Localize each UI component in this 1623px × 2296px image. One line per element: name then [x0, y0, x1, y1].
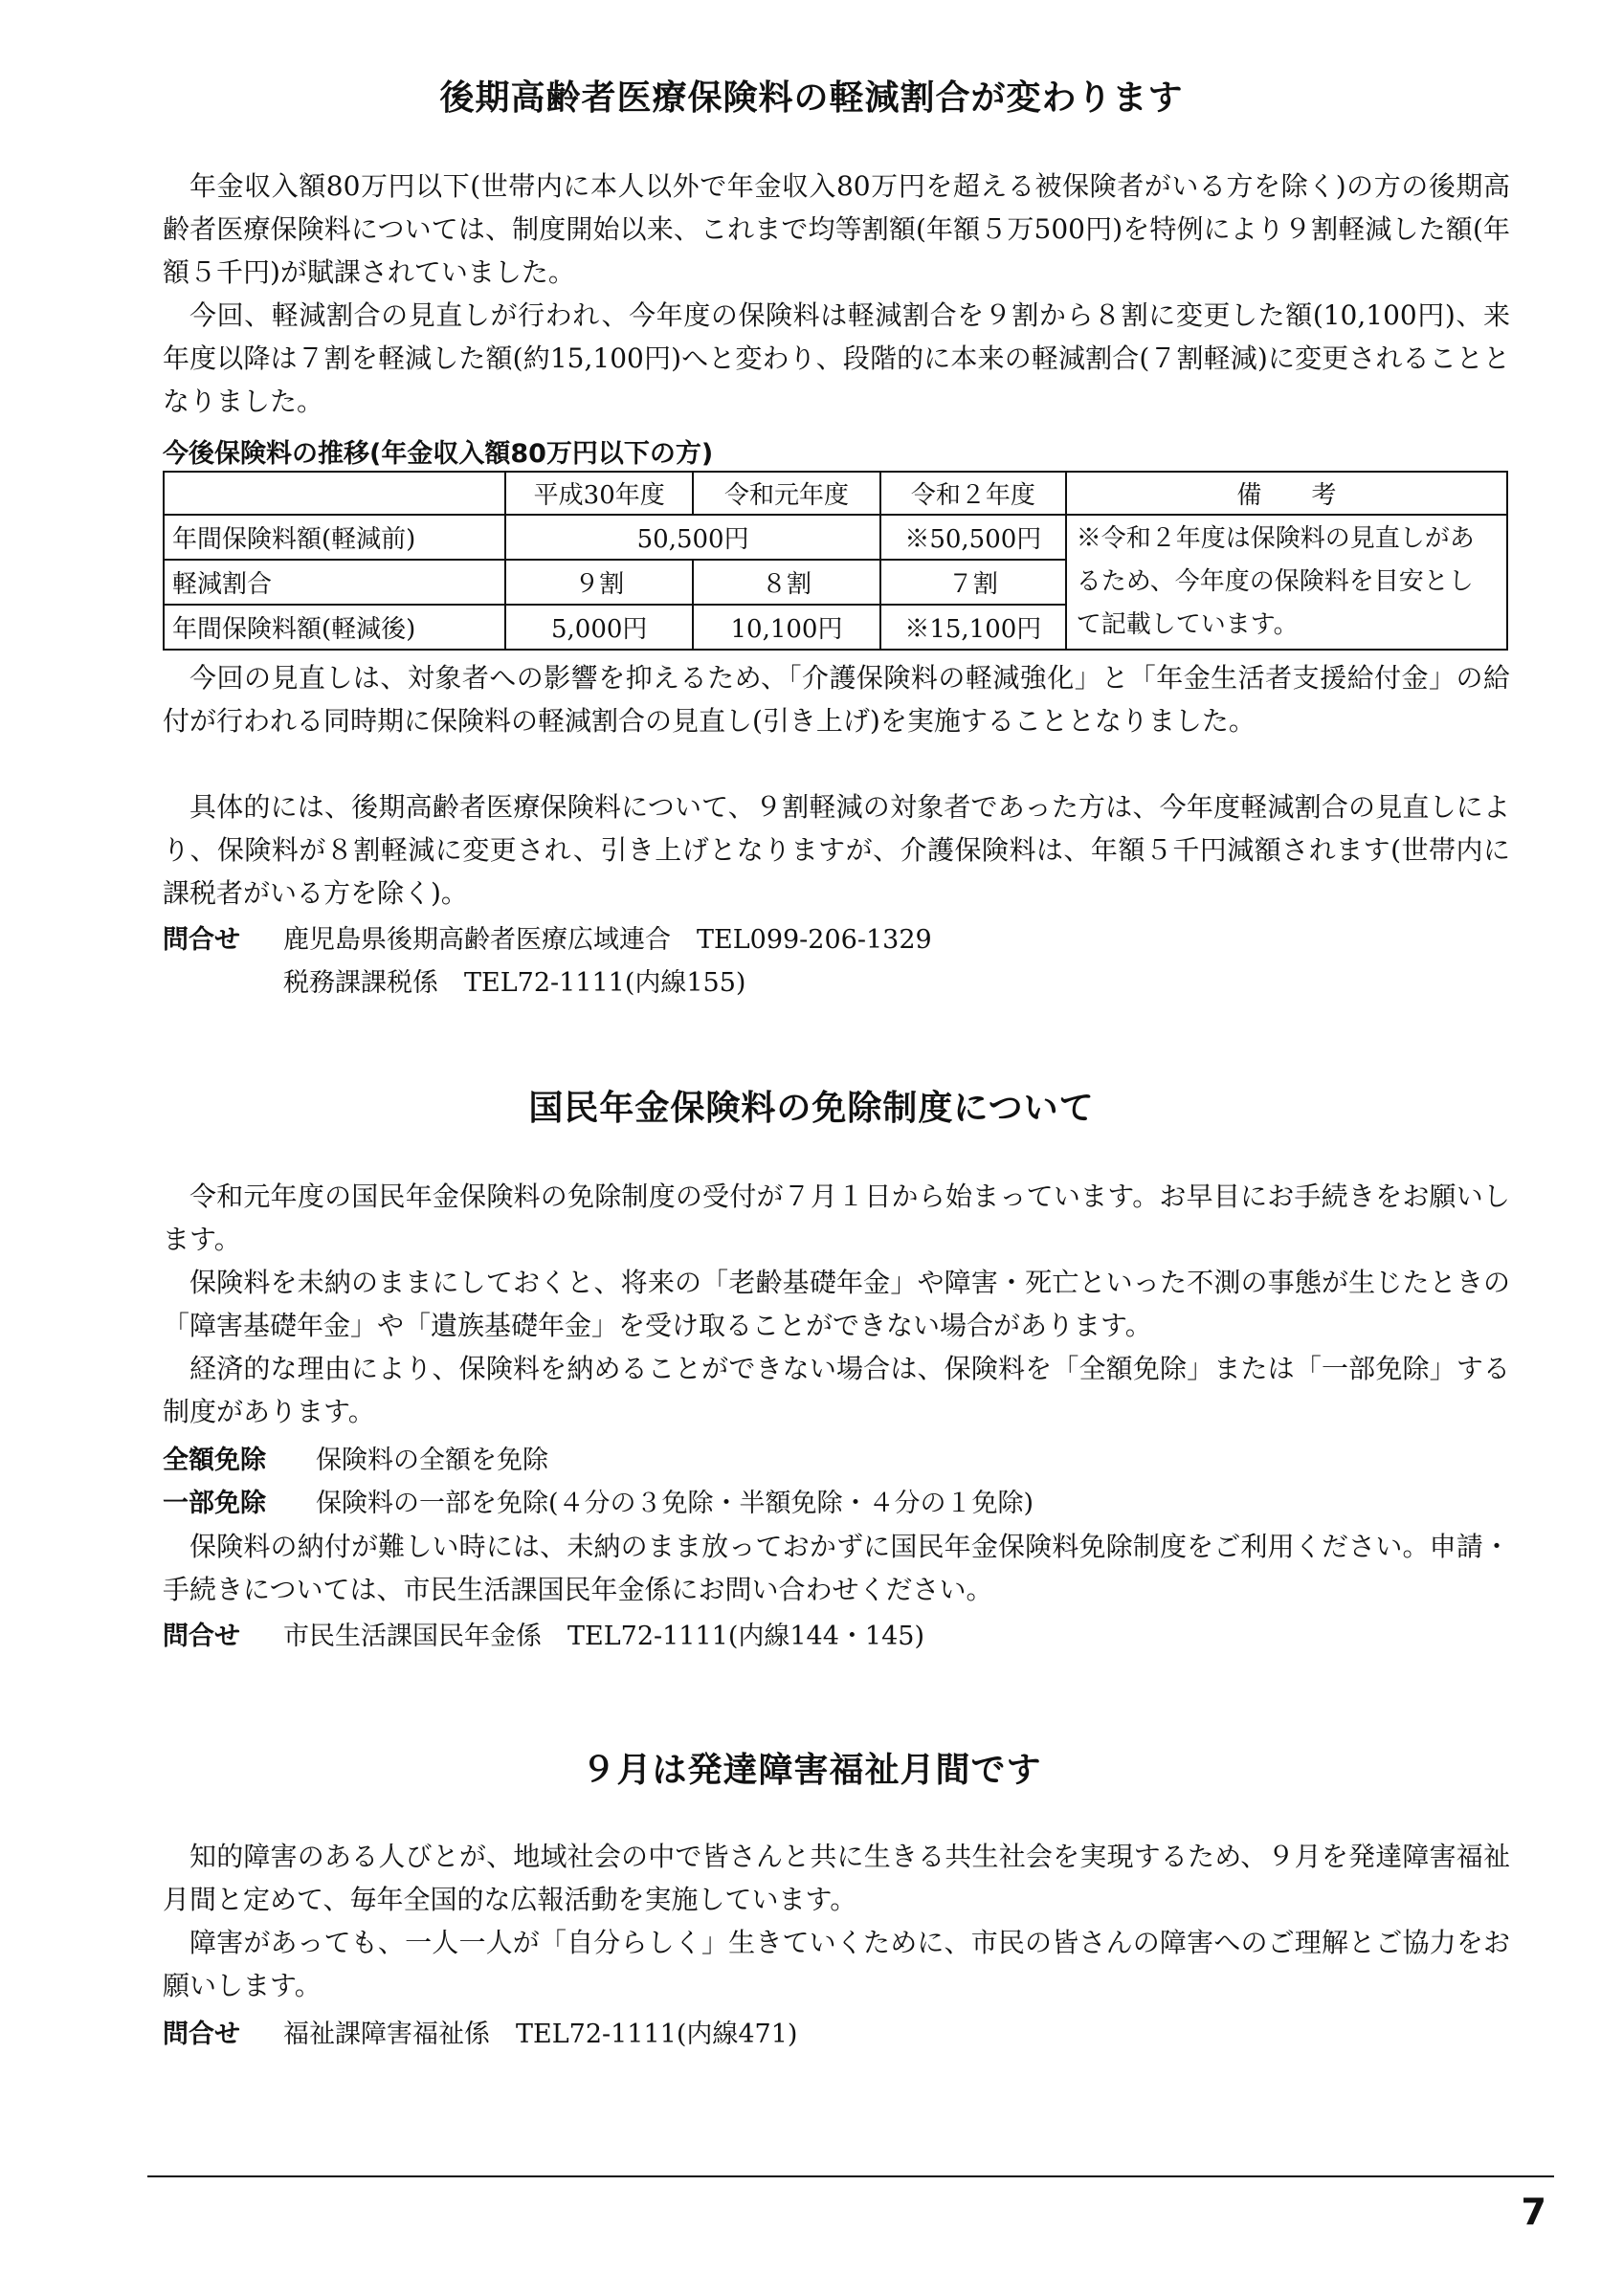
section3-paragraph-2: 障害があっても、一人一人が「自分らしく」生きていくために、市民の皆さんの障害へのご理解とご協力をお願いします。: [163, 1927, 1510, 2001]
section3-paragraph-1: 知的障害のある人びとが、地域社会の中で皆さんと共に生きる共生社会を実現するため、９月を発達障害福祉月間と定めて、毎年全国的な広報活動を実施しています。: [163, 1841, 1510, 1915]
premium-table: [163, 471, 1508, 651]
full-exemption-label: 全額免除: [163, 1446, 266, 1475]
section2-contact: [163, 1615, 924, 1658]
section2-paragraph-2: 保険料を未納のままにしておくと、将来の「老齢基礎年金」や障害・死亡といった不測の事態が生じたときの「障害基礎年金」や「遺族基礎年金」を受け取ることができない場合があります。: [163, 1267, 1510, 1341]
table-header-row: [164, 472, 1507, 515]
full-exemption-text: 保険料の全額を免除: [316, 1446, 548, 1475]
table-cell-merged: 50,500円: [505, 515, 880, 560]
table-caption: 今後保険料の推移(年金収入額80万円以下の方): [163, 439, 714, 469]
table-header-notes: 備 考: [1066, 472, 1507, 515]
table-row-label: 軽減割合: [164, 560, 505, 605]
table-cell-r1: ８割: [693, 560, 880, 605]
section1-paragraph-4: 具体的には、後期高齢者医療保険料について、９割軽減の対象者であった方は、今年度軽減割合の見直しにより、保険料が８割軽減に変更され、引き上げとなりますが、介護保険料は、年額５千円減額されます(世帯内に課税者がいる方を除く)。: [163, 791, 1510, 909]
page-number: 7: [1521, 2191, 1546, 2233]
contact-label: 問合せ: [163, 925, 240, 955]
table-cell-r2: ※50,500円: [880, 515, 1066, 560]
contact-line-1: 市民生活課国民年金係 TEL72-1111(内線144・145): [283, 1622, 924, 1651]
table-header-r2: 令和２年度: [880, 472, 1066, 515]
table-row: [164, 515, 1507, 560]
footer-rule: [147, 2175, 1554, 2177]
table-note: ※令和２年度は保険料の見直しがあるため、今年度の保険料を目安として記載しています。: [1066, 515, 1507, 650]
table-header-empty: [164, 472, 505, 515]
table-cell-h30: 5,000円: [505, 605, 693, 650]
partial-exemption-label: 一部免除: [163, 1489, 266, 1518]
section2-title: 国民年金保険料の免除制度について: [528, 1089, 1095, 1128]
section1-paragraph-1: 年金収入額80万円以下(世帯内に本人以外で年金収入80万円を超える被保険者がいる方を除く)の方の後期高齢者医療保険料については、制度開始以来、これまで均等割額(年額５万500円)を特例により９割軽減した額(年額５千円)が賦課されていました。: [163, 170, 1510, 288]
section1-title: 後期高齢者医療保険料の軽減割合が変わります: [439, 78, 1184, 118]
partial-exemption-text: 保険料の一部を免除(４分の３免除・半額免除・４分の１免除): [316, 1489, 1034, 1518]
section3-contact: [163, 2013, 797, 2056]
table-cell-h30: ９割: [505, 560, 693, 605]
contact-line-2: 税務課課税係 TEL72-1111(内線155): [283, 968, 746, 998]
section1-paragraph-3: 今回の見直しは、対象者への影響を抑えるため、「介護保険料の軽減強化」と「年金生活者支援給付金」の給付が行われる同時期に保険料の軽減割合の見直し(引き上げ)を実施することとなりました。: [163, 662, 1510, 737]
section2-paragraph-3: 経済的な理由により、保険料を納めることができない場合は、保険料を「全額免除」または「一部免除」する制度があります。: [163, 1353, 1510, 1427]
contact-label: 問合せ: [163, 2020, 240, 2049]
section3-title: ９月は発達障害福祉月間です: [581, 1751, 1042, 1790]
section1-paragraph-2: 今回、軽減割合の見直しが行われ、今年度の保険料は軽減割合を９割から８割に変更した額(10,100円)、来年度以降は７割を軽減した額(約15,100円)へと変わり、段階的に本来の軽減割合(７割軽減)に変更されることとなりました。: [163, 299, 1510, 417]
table-cell-r1: 10,100円: [693, 605, 880, 650]
table-header-h30: 平成30年度: [505, 472, 693, 515]
table-row-label: 年間保険料額(軽減後): [164, 605, 505, 650]
contact-line-1: 福祉課障害福祉係 TEL72-1111(内線471): [283, 2020, 798, 2049]
section1-contact: [163, 918, 932, 1004]
exemption-definitions: [163, 1439, 1034, 1525]
section2-paragraph-1: 令和元年度の国民年金保険料の免除制度の受付が７月１日から始まっています。お早目にお手続きをお願いします。: [163, 1181, 1510, 1255]
table-cell-r2: ※15,100円: [880, 605, 1066, 650]
contact-line-1: 鹿児島県後期高齢者医療広域連合 TEL099-206-1329: [283, 925, 932, 955]
table-row-label: 年間保険料額(軽減前): [164, 515, 505, 560]
contact-label: 問合せ: [163, 1622, 240, 1651]
table-cell-r2: ７割: [880, 560, 1066, 605]
table-header-r1: 令和元年度: [693, 472, 880, 515]
section2-paragraph-4: 保険料の納付が難しい時には、未納のまま放っておかずに国民年金保険料免除制度をご利用ください。申請・手続きについては、市民生活課国民年金係にお問い合わせください。: [163, 1531, 1510, 1605]
